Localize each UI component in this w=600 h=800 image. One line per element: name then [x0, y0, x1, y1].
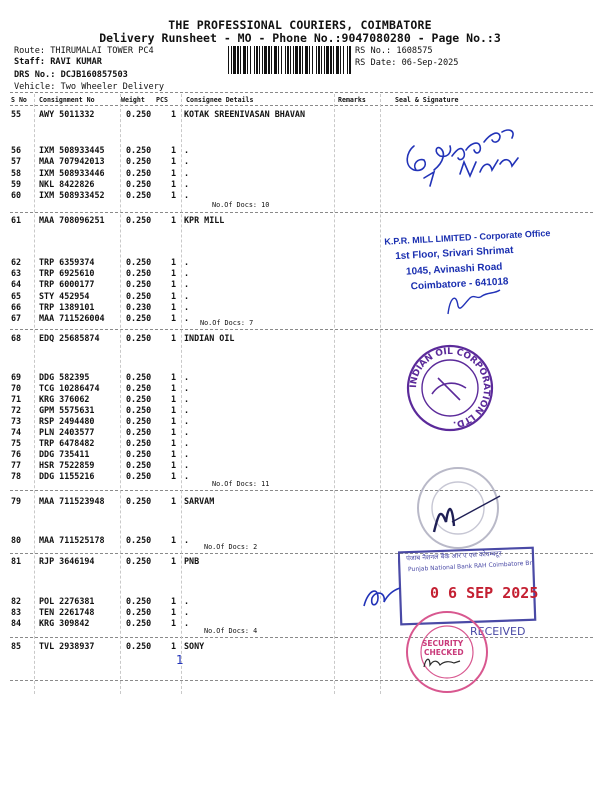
- row-consignment-no: TRP 6359374: [39, 257, 95, 267]
- barcode-bar: [233, 46, 236, 74]
- row-weight: 0.250: [126, 291, 152, 301]
- row-consignee: .: [184, 168, 190, 178]
- row-weight: 0.250: [126, 109, 152, 119]
- route-info: Route: THIRUMALAI TOWER PC4: [14, 46, 154, 56]
- pnb-stamp-header: पंजाब नैशनल बैंक आर ए एस कोयम्बटूर: [405, 549, 502, 563]
- row-sno: 67: [11, 313, 22, 323]
- table-row: [0, 383, 600, 394]
- docs-count: No.Of Docs: 2: [204, 543, 258, 551]
- row-weight: 0.250: [126, 268, 152, 278]
- row-weight: 0.250: [126, 438, 152, 448]
- barcode-bar: [326, 46, 329, 74]
- row-sno: 82: [11, 596, 22, 606]
- row-weight: 0.250: [126, 471, 152, 481]
- row-pcs: 1: [171, 109, 177, 119]
- row-pcs: 1: [171, 168, 177, 178]
- row-consignee: .: [184, 471, 190, 481]
- row-consignee: .: [184, 438, 190, 448]
- row-consignee: .: [184, 372, 190, 382]
- row-consignment-no: TCG 10286474: [39, 383, 100, 393]
- row-consignee: SONY: [184, 641, 205, 651]
- row-weight: 0.250: [126, 179, 152, 189]
- barcode-bar: [321, 46, 322, 74]
- barcode-bar: [318, 46, 320, 74]
- barcode-bar: [305, 46, 308, 74]
- row-sno: 74: [11, 427, 22, 437]
- row-weight: 0.250: [126, 641, 152, 651]
- row-sno: 76: [11, 449, 22, 459]
- row-consignment-no: NKL 8422826: [39, 179, 95, 189]
- row-pcs: 1: [171, 416, 177, 426]
- handwritten-note: 1: [176, 653, 184, 667]
- row-pcs: 1: [171, 596, 177, 606]
- row-pcs: 1: [171, 372, 177, 382]
- barcode-bar: [343, 46, 344, 74]
- row-sno: 80: [11, 535, 22, 545]
- row-sno: 72: [11, 405, 22, 415]
- row-sno: 75: [11, 438, 22, 448]
- table-row: [0, 496, 600, 507]
- barcode-bar: [256, 46, 258, 74]
- table-row: [0, 460, 600, 471]
- row-weight: 0.250: [126, 618, 152, 628]
- row-pcs: 1: [171, 556, 177, 566]
- pnb-stamp-branch: Punjab National Bank RAH Coimbatore Br: [407, 559, 533, 574]
- kotak-signature: [400, 122, 530, 192]
- rs-date: RS Date: 06-Sep-2025: [355, 58, 459, 68]
- row-consignee: .: [184, 190, 190, 200]
- row-weight: 0.250: [126, 156, 152, 166]
- col-signature: Seal & Signature: [395, 96, 459, 104]
- row-weight: 0.250: [126, 279, 152, 289]
- row-pcs: 1: [171, 496, 177, 506]
- table-row: [0, 416, 600, 427]
- company-title: THE PROFESSIONAL COURIERS, COIMBATORE: [168, 18, 432, 32]
- barcode-bar: [347, 46, 348, 74]
- table-top-rule: [10, 92, 593, 93]
- security-signature: [420, 655, 464, 671]
- row-consignee: KPR MILL: [184, 215, 225, 225]
- row-weight: 0.250: [126, 449, 152, 459]
- row-consignment-no: MAA 711525178: [39, 535, 105, 545]
- barcode-bar: [309, 46, 310, 74]
- barcode-bar: [287, 46, 289, 74]
- row-consignee: KOTAK SREENIVASAN BHAVAN: [184, 109, 306, 119]
- col-sno: S No: [11, 96, 27, 104]
- row-consignment-no: RSP 2494480: [39, 416, 95, 426]
- row-consignment-no: TRP 1389101: [39, 302, 95, 312]
- row-sno: 60: [11, 190, 22, 200]
- row-consignee: .: [184, 268, 190, 278]
- row-consignee: .: [184, 416, 190, 426]
- row-weight: 0.250: [126, 313, 152, 323]
- row-consignee: .: [184, 449, 190, 459]
- barcode-bar: [243, 46, 246, 74]
- row-sno: 56: [11, 145, 22, 155]
- row-weight: 0.250: [126, 168, 152, 178]
- barcode-bar: [231, 46, 232, 74]
- row-consignee: .: [184, 313, 190, 323]
- col-pcs: PCS: [156, 96, 168, 104]
- row-sno: 84: [11, 618, 22, 628]
- row-consignee: .: [184, 302, 190, 312]
- docs-count: No.Of Docs: 4: [204, 627, 258, 635]
- barcode-bar: [271, 46, 272, 74]
- barcode-bar: [228, 46, 229, 74]
- row-pcs: 1: [171, 190, 177, 200]
- row-sno: 61: [11, 215, 22, 225]
- row-pcs: 1: [171, 438, 177, 448]
- barcode-bar: [240, 46, 241, 74]
- row-consignment-no: PLN 2403577: [39, 427, 95, 437]
- row-weight: 0.250: [126, 372, 152, 382]
- row-weight: 0.250: [126, 394, 152, 404]
- row-consignment-no: MAA 711526004: [39, 313, 105, 323]
- row-consignee: .: [184, 179, 190, 189]
- table-row: [0, 257, 600, 268]
- row-sno: 63: [11, 268, 22, 278]
- row-pcs: 1: [171, 471, 177, 481]
- barcode-bar: [274, 46, 277, 74]
- row-weight: 0.250: [126, 427, 152, 437]
- row-sno: 66: [11, 302, 22, 312]
- row-sno: 71: [11, 394, 22, 404]
- indian-oil-seal: [404, 342, 496, 434]
- row-pcs: 1: [171, 279, 177, 289]
- row-consignment-no: DDG 582395: [39, 372, 90, 382]
- row-sno: 78: [11, 471, 22, 481]
- sarvam-seal: [408, 462, 508, 558]
- barcode-bar: [264, 46, 267, 74]
- row-sno: 62: [11, 257, 22, 267]
- table-row: [0, 471, 600, 482]
- barcode-bar: [302, 46, 303, 74]
- row-sno: 81: [11, 556, 22, 566]
- kpr-stamp-line: 1045, Avinashi Road: [405, 261, 503, 278]
- row-weight: 0.250: [126, 145, 152, 155]
- pnb-stamp-date: 0 6 SEP 2025: [430, 584, 539, 602]
- barcode-bar: [293, 46, 294, 74]
- row-consignee: INDIAN OIL: [184, 333, 235, 343]
- row-sno: 83: [11, 607, 22, 617]
- row-consignment-no: TVL 2938937: [39, 641, 95, 651]
- row-pcs: 1: [171, 618, 177, 628]
- barcode-bar: [268, 46, 270, 74]
- security-text: SECURITY: [422, 639, 464, 648]
- row-weight: 0.250: [126, 496, 152, 506]
- row-consignee: .: [184, 257, 190, 267]
- staff-info: Staff: RAVI KUMAR: [14, 57, 102, 67]
- group-rule: [10, 212, 593, 213]
- row-weight: 0.250: [126, 405, 152, 415]
- pnb-signature: [358, 580, 408, 616]
- row-pcs: 1: [171, 179, 177, 189]
- table-row: [0, 438, 600, 449]
- barcode-bar: [349, 46, 351, 74]
- table-row: [0, 405, 600, 416]
- row-pcs: 1: [171, 302, 177, 312]
- row-sno: 58: [11, 168, 22, 178]
- row-consignment-no: TRP 6478482: [39, 438, 95, 448]
- row-weight: 0.250: [126, 190, 152, 200]
- row-consignment-no: KRG 376062: [39, 394, 90, 404]
- table-row: [0, 427, 600, 438]
- row-consignee: .: [184, 427, 190, 437]
- barcode-bar: [285, 46, 286, 74]
- table-row: [0, 641, 600, 652]
- row-consignee: .: [184, 279, 190, 289]
- table-row: [0, 333, 600, 344]
- table-row: [0, 109, 600, 120]
- barcode-bar: [278, 46, 279, 74]
- kpr-signature: [440, 278, 520, 318]
- row-consignee: .: [184, 618, 190, 628]
- barcode-bar: [330, 46, 332, 74]
- row-weight: 0.250: [126, 215, 152, 225]
- row-consignee: PNB: [184, 556, 200, 566]
- row-sno: 70: [11, 383, 22, 393]
- row-pcs: 1: [171, 607, 177, 617]
- row-weight: 0.250: [126, 556, 152, 566]
- row-consignment-no: IXM 508933446: [39, 168, 105, 178]
- row-pcs: 1: [171, 215, 177, 225]
- row-consignment-no: EDQ 25685874: [39, 333, 100, 343]
- row-sno: 55: [11, 109, 22, 119]
- barcode-bar: [250, 46, 251, 74]
- row-consignment-no: TEN 2261748: [39, 607, 95, 617]
- docs-count: No.Of Docs: 11: [212, 480, 270, 488]
- table-row: [0, 535, 600, 546]
- kpr-stamp-line: K.P.R. MILL LIMITED - Corporate Office: [384, 228, 551, 247]
- row-consignment-no: RJP 3646194: [39, 556, 95, 566]
- barcode-bar: [237, 46, 239, 74]
- row-consignment-no: HSR 7522859: [39, 460, 95, 470]
- row-consignee: .: [184, 405, 190, 415]
- group-rule: [10, 329, 593, 330]
- barcode-bar: [254, 46, 255, 74]
- row-pcs: 1: [171, 333, 177, 343]
- vehicle-info: Vehicle: Two Wheeler Delivery: [14, 82, 165, 92]
- row-weight: 0.250: [126, 596, 152, 606]
- barcode-bar: [290, 46, 291, 74]
- row-consignment-no: POL 2276381: [39, 596, 95, 606]
- barcode-bar: [340, 46, 341, 74]
- row-pcs: 1: [171, 460, 177, 470]
- row-consignment-no: MAA 708096251: [39, 215, 105, 225]
- row-pcs: 1: [171, 156, 177, 166]
- row-consignee: SARVAM: [184, 496, 215, 506]
- barcode-bar: [336, 46, 339, 74]
- row-sno: 73: [11, 416, 22, 426]
- row-weight: 0.250: [126, 333, 152, 343]
- checked-text: CHECKED: [424, 648, 464, 657]
- row-consignee: .: [184, 535, 190, 545]
- col-consignment: Consignment No: [39, 96, 95, 104]
- row-consignee: .: [184, 607, 190, 617]
- received-label: RECEIVED: [470, 625, 526, 638]
- row-pcs: 1: [171, 313, 177, 323]
- row-consignment-no: DDG 735411: [39, 449, 90, 459]
- barcode-bar: [299, 46, 301, 74]
- row-pcs: 1: [171, 535, 177, 545]
- barcode-bar: [316, 46, 317, 74]
- row-consignment-no: KRG 309842: [39, 618, 90, 628]
- kpr-mill-stamp: [384, 227, 564, 293]
- rs-number: RS No.: 1608575: [355, 46, 433, 56]
- kpr-stamp-line: 1st Floor, Srivari Shrimat: [394, 244, 514, 263]
- row-consignee: .: [184, 145, 190, 155]
- row-consignment-no: TRP 6925610: [39, 268, 95, 278]
- row-sno: 77: [11, 460, 22, 470]
- row-sno: 65: [11, 291, 22, 301]
- row-sno: 64: [11, 279, 22, 289]
- row-pcs: 1: [171, 383, 177, 393]
- row-consignee: .: [184, 460, 190, 470]
- row-consignee: .: [184, 383, 190, 393]
- row-consignment-no: DDG 1155216: [39, 471, 95, 481]
- row-sno: 69: [11, 372, 22, 382]
- row-consignee: .: [184, 156, 190, 166]
- barcode-bar: [295, 46, 298, 74]
- svg-text:INDIAN OIL CORPORATION LTD.: INDIAN OIL CORPORATION LTD.: [408, 346, 492, 429]
- table-row: [0, 449, 600, 460]
- col-consignee: Consignee Details: [186, 96, 254, 104]
- col-remarks: Remarks: [338, 96, 366, 104]
- row-consignment-no: MAA 707942013: [39, 156, 105, 166]
- barcode-bar: [324, 46, 325, 74]
- runsheet-subtitle: Delivery Runsheet - MO - Phone No.:9047080280 - Page No.:3: [99, 31, 501, 45]
- row-pcs: 1: [171, 641, 177, 651]
- row-consignee: .: [184, 596, 190, 606]
- barcode-bar: [247, 46, 248, 74]
- row-pcs: 1: [171, 394, 177, 404]
- row-sno: 59: [11, 179, 22, 189]
- barcode-bar: [262, 46, 263, 74]
- row-pcs: 1: [171, 291, 177, 301]
- barcode-bar: [259, 46, 260, 74]
- row-weight: 0.230: [126, 302, 152, 312]
- barcode: [228, 46, 352, 74]
- row-pcs: 1: [171, 257, 177, 267]
- row-consignment-no: AWY 5011332: [39, 109, 95, 119]
- row-consignment-no: TRP 6000177: [39, 279, 95, 289]
- row-pcs: 1: [171, 145, 177, 155]
- col-weight: Weight: [121, 96, 145, 104]
- row-sno: 57: [11, 156, 22, 166]
- table-row: [0, 394, 600, 405]
- row-weight: 0.250: [126, 257, 152, 267]
- row-pcs: 1: [171, 268, 177, 278]
- row-consignee: .: [184, 394, 190, 404]
- row-consignment-no: IXM 508933452: [39, 190, 105, 200]
- row-pcs: 1: [171, 405, 177, 415]
- row-weight: 0.250: [126, 416, 152, 426]
- row-sno: 85: [11, 641, 22, 651]
- kpr-stamp-line: Coimbatore - 641018: [410, 276, 509, 293]
- table-row: [0, 372, 600, 383]
- row-weight: 0.250: [126, 460, 152, 470]
- row-consignment-no: MAA 711523948: [39, 496, 105, 506]
- barcode-bar: [312, 46, 313, 74]
- docs-count: No.Of Docs: 7: [200, 319, 254, 327]
- row-sno: 68: [11, 333, 22, 343]
- row-weight: 0.250: [126, 383, 152, 393]
- header-rule: [10, 105, 593, 106]
- barcode-bar: [333, 46, 334, 74]
- drs-info: DRS No.: DCJB160857503: [14, 70, 128, 80]
- table-row: [0, 215, 600, 226]
- row-weight: 0.250: [126, 535, 152, 545]
- row-consignment-no: IXM 508933445: [39, 145, 105, 155]
- row-sno: 79: [11, 496, 22, 506]
- table-bottom-rule: [10, 680, 593, 681]
- row-consignee: .: [184, 291, 190, 301]
- row-weight: 0.250: [126, 607, 152, 617]
- docs-count: No.Of Docs: 10: [212, 201, 270, 209]
- barcode-bar: [281, 46, 282, 74]
- row-consignment-no: STY 452954: [39, 291, 90, 301]
- row-pcs: 1: [171, 449, 177, 459]
- row-pcs: 1: [171, 427, 177, 437]
- row-consignment-no: GPM 5575631: [39, 405, 95, 415]
